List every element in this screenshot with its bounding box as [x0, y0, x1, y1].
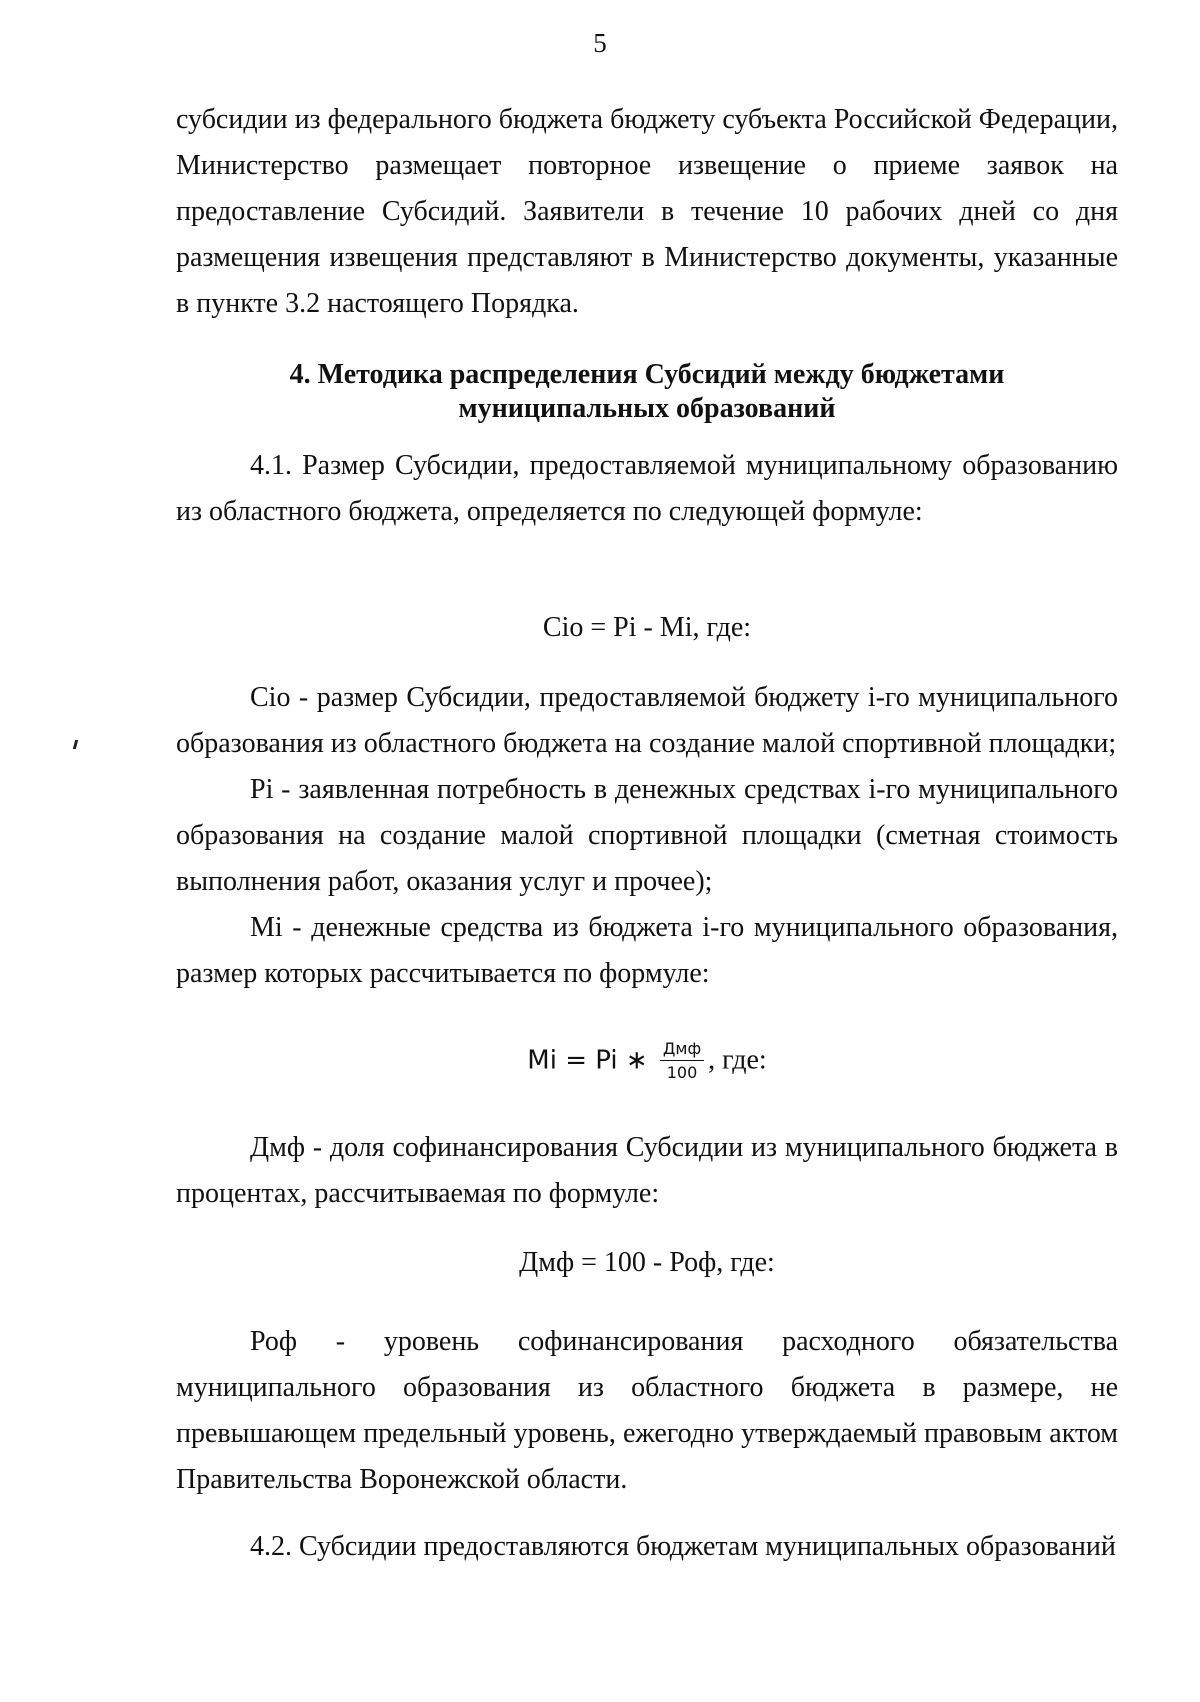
- section-heading: [176, 358, 1118, 426]
- formula-mi-fraction: [660, 1040, 704, 1082]
- continuation-paragraph: [176, 97, 1118, 327]
- scan-mark: [73, 740, 78, 749]
- section-heading-line2: муниципальных образований: [458, 393, 836, 424]
- clause-4-2: [176, 1524, 1118, 1570]
- formula-mi: [176, 1040, 1118, 1082]
- formula-cio: Cio = Pi - Mi, где:: [542, 612, 752, 643]
- definition-cio: Cio - размер Субсидии, предоставляемой бюджету i-го муниципального образования из областного бюджета на создание малой спортивной площадки;: [176, 682, 1118, 759]
- page-number: 5: [593, 28, 607, 58]
- definition-dmf: Дмф - доля софинансирования Субсидии из муниципального бюджета в процентах, рассчитываемая по формуле:: [176, 1132, 1118, 1209]
- section-heading-line1: 4. Методика распределения Субсидий между бюджетами: [289, 359, 1005, 390]
- formula-dmf: Дмф = 100 - Роф, где:: [519, 1247, 775, 1278]
- definition-mi: Mi - денежные средства из бюджета i-го муниципального образования, размер которых рассчитывается по формуле:: [176, 912, 1118, 989]
- definition-pi: Pi - заявленная потребность в денежных средствах i-го муниципального образования на создание малой спортивной площадки (сметная стоимость выполнения работ, оказания услуг и прочее);: [176, 774, 1118, 897]
- clause-4-1: [176, 443, 1118, 535]
- formula-mi-tail: , где:: [708, 1044, 767, 1076]
- formula-mi-lhs: Mi = Pi ∗: [527, 1045, 648, 1076]
- paragraph-4-1: 4.1. Размер Субсидии, предоставляемой муниципальному образованию из областного бюджета, определяется по следующей формуле:: [176, 450, 1118, 527]
- paragraph-continuation: субсидии из федерального бюджета бюджету субъекта Российской Федерации, Министерство размещает повторное извещение о приеме заявок на предоставление Субсидий. Заявители в течение 10 рабочих дней со дня размещения извещения представляют в Министерство документы, указанные в пункте 3.2 настоящего Порядка.: [176, 104, 1118, 319]
- definition-rof: Роф - уровень софинансирования расходного обязательства муниципального образования из областного бюджета в размере, не превышающем предельный уровень, ежегодно утверждаемый правовым актом Правительства Воронежской области.: [176, 1326, 1118, 1495]
- paragraph-4-2: 4.2. Субсидии предоставляются бюджетам муниципальных образований: [250, 1531, 1116, 1562]
- fraction-numerator: Дмф: [660, 1040, 704, 1061]
- definition-rof-block: [176, 1319, 1118, 1503]
- fraction-denominator: 100: [666, 1063, 698, 1082]
- definition-dmf-block: [176, 1125, 1118, 1217]
- definitions-block: [176, 675, 1118, 997]
